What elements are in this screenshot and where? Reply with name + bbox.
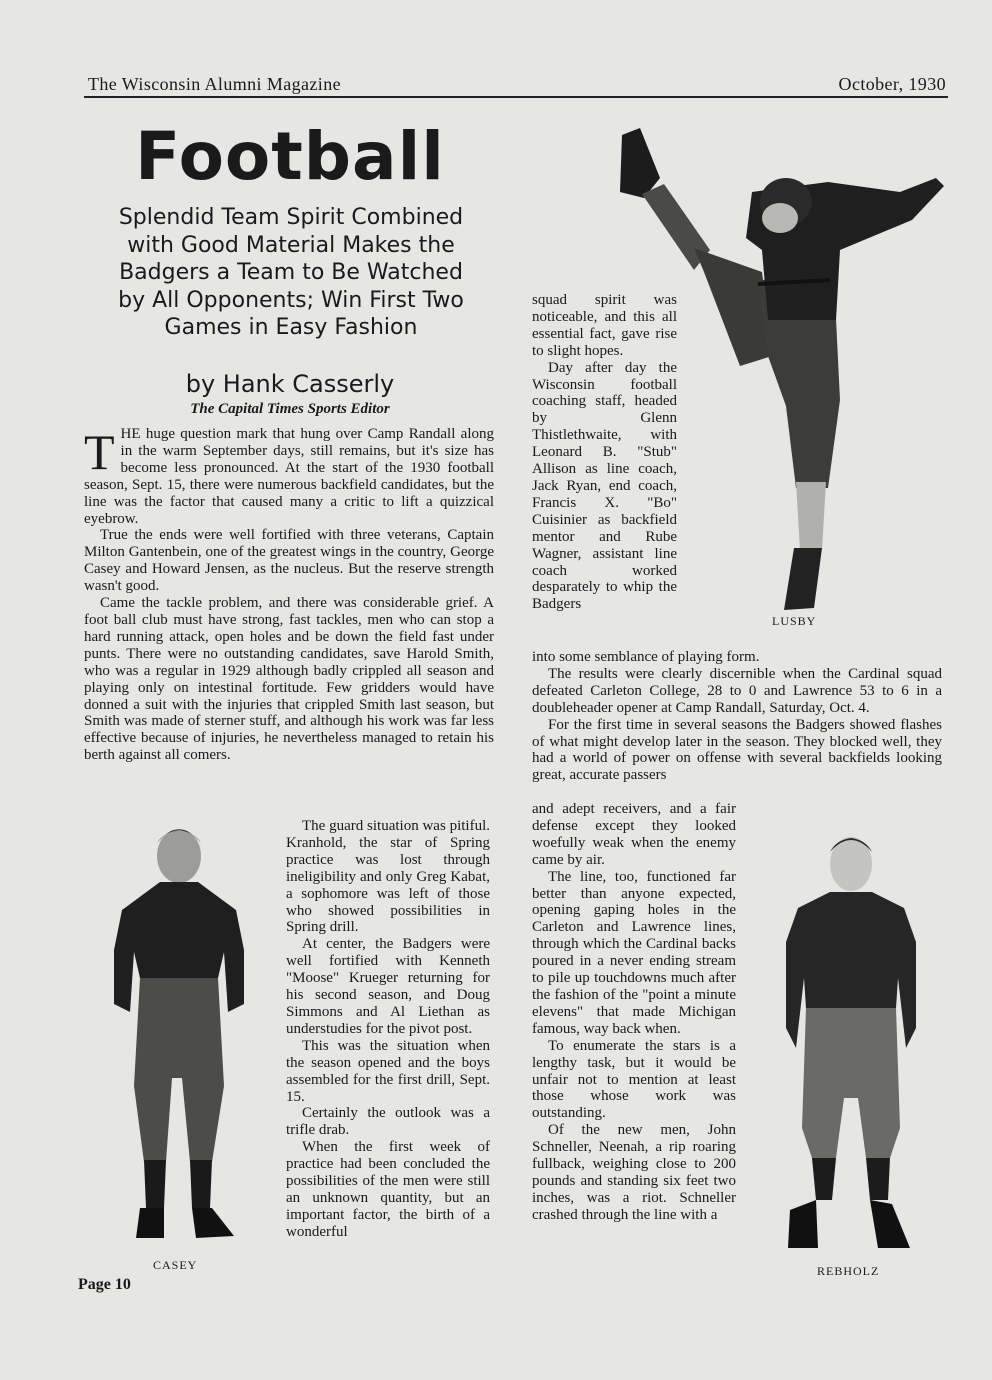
article-byline: by Hank Casserly	[185, 370, 395, 398]
paragraph: True the ends were well fortified with three veterans, Captain Milton Gantenbein, one of the greatest wings in the country, George Casey and Howard Jensen, as the nucleus. But the reserve strength wasn't good.	[84, 527, 494, 595]
paragraph: When the first week of practice had been concluded the possibilities of the men were still an unknown quantity, but an important factor, the birth of a wonderful	[286, 1139, 490, 1240]
paragraph: into some semblance of playing form.	[532, 649, 760, 665]
paragraph: To enumerate the stars is a lengthy task, but it would be unfair not to mention at least those whose work was outstanding.	[532, 1037, 736, 1122]
magazine-title: The Wisconsin Alumni Magazine	[88, 74, 342, 94]
header-rule	[84, 96, 948, 98]
caption-lusby: LUSBY	[772, 614, 817, 628]
article-column-a	[84, 426, 494, 764]
paragraph: Of the new men, John Schneller, Neenah, a rip roaring fullback, weighing close to 200 pounds and standing six feet two inches, was a riot. Schneller crashed through the line with a	[532, 1122, 736, 1223]
paragraph: This was the situation when the season opened and the boys assembled for the first drill, Sept. 15.	[286, 1037, 490, 1105]
paragraph: Came the tackle problem, and there was considerable grief. A foot ball club must have strong, fast tackles, men who can stop a hard running attack, open holes and be down the field fast under punts. There were no outstanding candidates, save Harold Smith, who was a regular in 1929 although badly crippled all season and playing only on intestinal fortitude. Few gridders would have donned a suit with the injuries that crippled Smith last season, but Smith was made of sterner stuff, and although his work was far less effective because of injuries, he nevertheless managed to retain his berth against all comers.	[84, 595, 494, 764]
paragraph: The guard situation was pitiful. Kranhold, the star of Spring practice was lost through ineligibility and only Greg Kabat, a sophomore was left of those who showed possibilities in Spring drill.	[286, 818, 490, 936]
paragraph: HE huge question mark that hung over Camp Randall along in the warm September days, still remains, but it's size has become less pronounced. At the start of the 1930 football season, Sept. 15, there were numerous backfield candidates, but the line was the factor that caused many a critic to lift a quizzical eyebrow.	[84, 426, 494, 527]
paragraph: The results were clearly discernible when the Cardinal squad defeated Carleton College, 28 to 0 and Lawrence 53 to 6 in a doubleheader opener at Camp Randall, Saturday, Oct. 4.	[532, 665, 942, 716]
paragraph: squad spirit was noticeable, and this all essential fact, gave rise to slight hopes.	[532, 292, 677, 359]
photo-lusby	[600, 120, 950, 615]
paragraph: For the first time in several seasons the Badgers showed flashes of what might develop later in the season. They blocked well, they had a world of power on offense with several backfields looking great, accurate passers	[532, 716, 942, 784]
page-number: Page 10	[78, 1276, 131, 1293]
caption-casey: CASEY	[153, 1258, 198, 1272]
article-title: Football	[135, 118, 445, 195]
author-role: The Capital Times Sports Editor	[190, 401, 390, 417]
article-column-d	[532, 649, 942, 784]
photo-casey	[84, 818, 274, 1243]
article-column-b	[286, 818, 490, 1241]
paragraph: At center, the Badgers were well fortified with Kenneth "Moose" Krueger returning for his second season, and Doug Simmons and Al Liethan as understudies for the pivot post.	[286, 936, 490, 1037]
photo-rebholz	[776, 828, 926, 1258]
issue-date: October, 1930	[838, 74, 946, 94]
paragraph: The line, too, functioned far better than anyone expected, opening gaping holes in the Carleton and Lawrence lines, through which the Cardinal backs poured in a never ending stream to pile up touchdowns much after the fashion of the "point a minute elevens" that made Michigan famous, way back when.	[532, 868, 736, 1037]
article-column-e	[532, 801, 736, 1224]
paragraph: and adept receivers, and a fair defense except they looked woefully weak when the enemy came by air.	[532, 801, 736, 868]
paragraph: Day after day the Wisconsin football coaching staff, headed by Glenn Thistlethwaite, with Leonard B. "Stub" Allison as line coach, Jack Ryan, end coach, Francis X. "Bo" Cuisinier as backfield mentor and Rube Wagner, assistant line coach worked desparately to whip the Badgers	[532, 359, 677, 613]
drop-cap: T	[84, 424, 115, 480]
caption-rebholz: REBHOLZ	[817, 1264, 880, 1278]
paragraph: Certainly the outlook was a trifle drab.	[286, 1105, 490, 1139]
article-subtitle: Splendid Team Spirit Combined with Good Material Makes the Badgers a Team to Be Watched by All Opponents; Win First Two Games in Easy Fashion	[118, 205, 464, 340]
